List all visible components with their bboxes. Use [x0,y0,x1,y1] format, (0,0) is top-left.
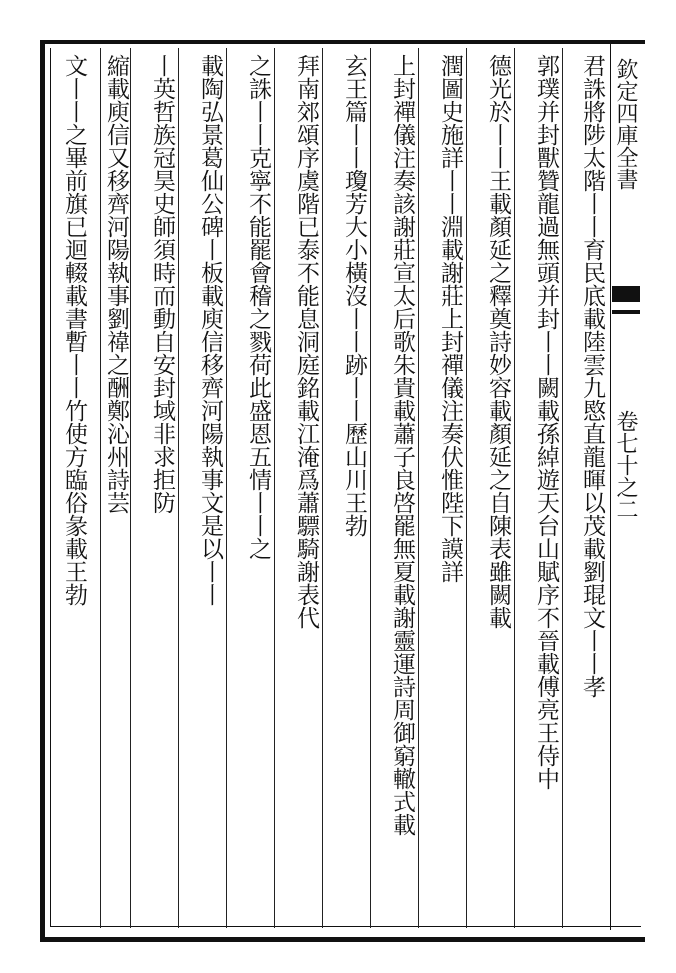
book-title: 欽定四庫全書 [613,58,638,190]
column-rule [562,48,563,928]
text-column-4: 潤圖史施詳丨丨淵載謝莊上封禪儀注奏伏惟陛下謨詳 [437,54,463,583]
column-rule [100,48,101,928]
column-rule [130,48,131,928]
text-column-1: 君誅將陟太階丨丨育民底載陸雲九愍直龍暉以茂載劉琨文丨丨孝 [579,54,605,698]
column-rule [178,48,179,928]
column-rule [466,48,467,928]
fishtail-line [612,310,640,314]
column-rule [514,48,515,928]
text-column-5: 上封禪儀注奏該謝莊宣太后歌朱貴載蕭子良啓罷無夏載謝靈運詩周御窮轍式載 [389,54,415,836]
text-column-7: 拜南郊頌序虞階已泰不能息洞庭銘載江淹爲蕭驃騎謝表代 [293,54,319,629]
column-rule [322,48,323,928]
text-column-2: 郭璞并封獸贊龍過無頭并封丨丨闕載孫綽遊天台山賦序不晉載傅亮王侍中 [533,54,559,790]
column-rule [274,48,275,928]
text-column-10: 丨英哲族冠昊史師須時而動自安封域非求拒防 [149,54,175,514]
column-rule [370,48,371,928]
volume-label: 卷七十之二 [613,410,638,520]
text-column-12: 文丨丨之畢前旗已迴輟載書暫丨丨竹使方臨俗彖載王勃 [61,54,87,606]
text-column-8: 之誅丨丨克寧不能罷會稽之戮荷此盛恩五情丨丨之 [245,54,271,560]
text-column-3: 德光於丨丨王載顏延之釋奠詩妙容載顏延之自陳表雖闕載 [485,54,511,629]
column-rule [226,48,227,928]
fishtail-mark [612,286,640,302]
text-column-6: 玄王篇丨丨瓊芳大小橫沒丨丨跡丨丨歷山川王勃 [341,54,367,537]
column-rule [418,48,419,928]
text-column-9: 載陶弘景葛仙公碑丨板載庾信移齊河陽執事文是以丨丨 [197,54,223,606]
text-column-11: 縮載庾信又移齊河陽執事劉禕之酬鄭沁州詩芸 [103,54,129,514]
